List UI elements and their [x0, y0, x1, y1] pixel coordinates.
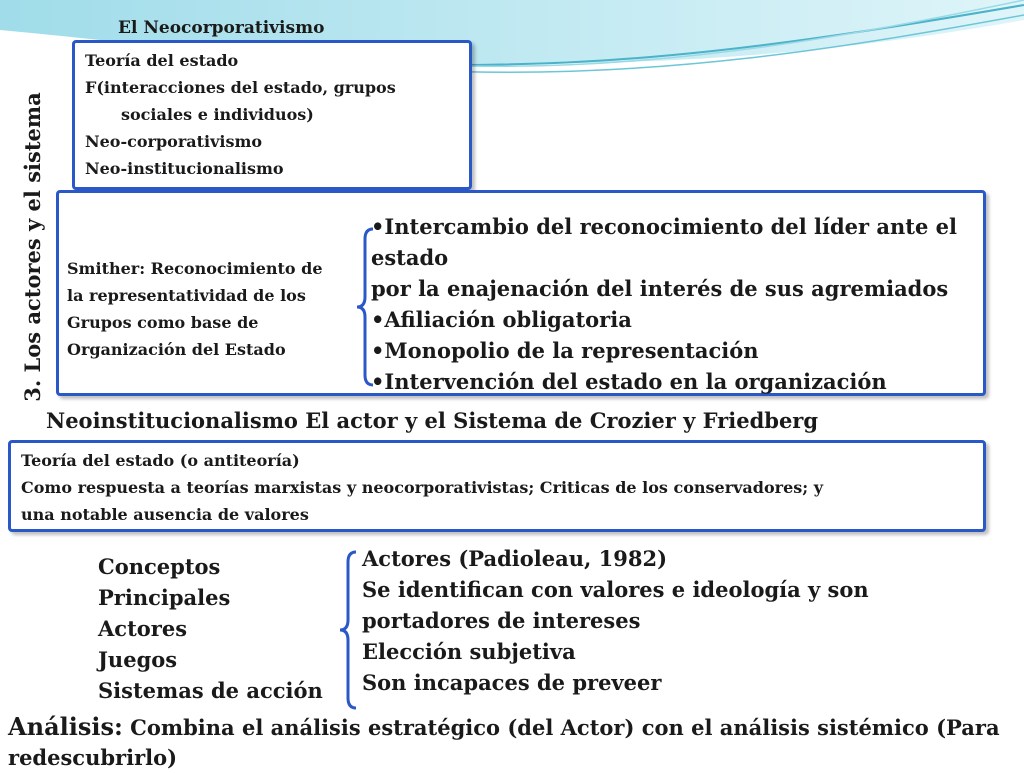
smither-line: la representatividad de los — [67, 286, 306, 305]
actor-line: portadores de intereses — [362, 608, 641, 633]
analysis-paragraph — [8, 712, 1018, 773]
box1-line: Neo-corporativismo — [85, 132, 263, 151]
concept-item: Juegos — [98, 647, 178, 672]
concept-item: Actores — [98, 616, 188, 641]
bullet-item: por la enajenación del interés de sus agremiados — [371, 276, 949, 301]
concept-item: Sistemas de acción — [98, 678, 323, 703]
slide-title: El Neocorporativismo — [118, 18, 325, 38]
box1-line: Neo-institucionalismo — [85, 159, 284, 178]
bullet-item: estado — [371, 245, 449, 270]
actor-line: Son incapaces de preveer — [362, 670, 662, 695]
concept-item: Conceptos — [98, 554, 221, 579]
analysis-text-continued: redescubrirlo) — [8, 745, 178, 770]
bullet-item: •Intercambio del reconocimiento del líder ante el — [371, 214, 957, 239]
actor-line: Elección subjetiva — [362, 639, 576, 664]
smither-bullet-list — [371, 211, 971, 397]
smither-box — [56, 190, 986, 396]
analysis-text: Combina el análisis estratégico (del Actor) con el análisis sistémico (Para — [122, 715, 1000, 740]
smither-description — [67, 255, 367, 363]
neoinstitucionalismo-heading: Neoinstitucionalismo El actor y el Sistema de Crozier y Friedberg — [46, 408, 819, 433]
concepts-brace — [338, 550, 360, 710]
smither-line: Organización del Estado — [67, 340, 286, 359]
analysis-label: Análisis: — [8, 712, 123, 741]
box1-line: F(interacciones del estado, grupos — [85, 78, 396, 97]
box1-line: sociales e individuos) — [121, 105, 314, 124]
actor-line: Actores (Padioleau, 1982) — [362, 546, 668, 571]
actors-list — [362, 543, 1002, 698]
smither-line: Smither: Reconocimiento de — [67, 259, 323, 278]
box3-line: Teoría del estado (o antiteoría) — [21, 451, 300, 470]
antiteoria-box — [8, 440, 986, 532]
smither-line: Grupos como base de — [67, 313, 259, 332]
side-label: 3. Los actores y el sistema — [20, 92, 45, 402]
bullet-item: •Intervención del estado en la organización — [371, 369, 887, 394]
box3-line: Como respuesta a teorías marxistas y neocorporativistas; Criticas de los conservadores; y — [21, 478, 824, 497]
box3-line: una notable ausencia de valores — [21, 505, 309, 524]
box1-line: Teoría del estado — [85, 51, 239, 70]
bullet-item: •Monopolio de la representación — [371, 338, 759, 363]
bullet-item: •Afiliación obligatoria — [371, 307, 632, 332]
concept-item: Principales — [98, 585, 231, 610]
theory-box — [72, 40, 472, 190]
concepts-list — [98, 551, 323, 706]
actor-line: Se identifican con valores e ideología y son — [362, 577, 869, 602]
